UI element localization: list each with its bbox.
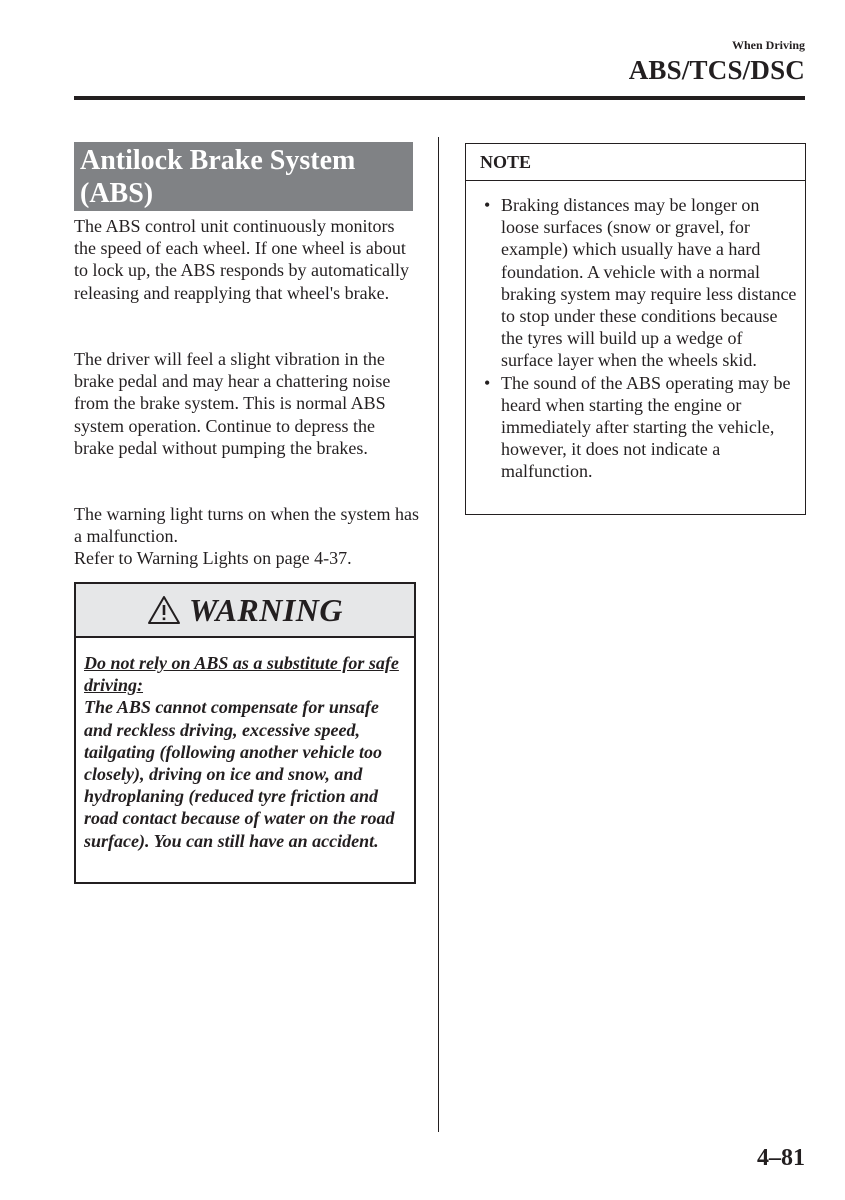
note-list (466, 181, 805, 483)
warning-text: The ABS cannot compensate for unsafe and reckless driving, excessive speed, tailgating (following another vehicle too closely), driving on ice and snow, and hydroplaning (reduced tyre friction and road contact because of water on the road surface). You can still have an accident. (84, 697, 395, 851)
bullet-icon: • (484, 372, 491, 393)
paragraph-abs-control-unit: The ABS control unit continuously monitors the speed of each wheel. If one wheel is about to lock up, the ABS responds by automatically releasing and reapplying that wheel's brake. (74, 216, 409, 303)
header-rule (74, 96, 805, 100)
warning-body (76, 638, 414, 852)
warning-label: WARNING (188, 591, 344, 628)
header-section-label: When Driving (731, 38, 805, 52)
paragraph-warning-light: The warning light turns on when the system has a malfunction. (74, 504, 419, 547)
bullet-icon: • (484, 195, 491, 215)
note-item-text: The sound of the ABS operating may be heard when starting the engine or immediately after starting the vehicle, however, it does not indicate a malfunction. (501, 372, 791, 482)
note-box (465, 143, 806, 515)
header-title: ABS/TCS/DSC (628, 55, 805, 85)
note-header: NOTE (466, 144, 805, 181)
paragraph-refer-link: Refer to Warning Lights on page 4-37. (74, 548, 352, 568)
warning-header (76, 584, 414, 638)
column-divider (438, 137, 439, 1132)
note-item-text: Braking distances may be longer on loose surfaces (snow or gravel, for example) which usually have a hard foundation. A vehicle with a normal braking system may require less distance to stop under these conditions because the tyres will build up a wedge of surface layer when the wheels skid. (501, 195, 797, 371)
section-heading (74, 142, 413, 211)
note-item (480, 372, 797, 483)
warning-box (74, 582, 416, 884)
warning-triangle-icon (147, 595, 181, 625)
paragraph-vibration: The driver will feel a slight vibration in the brake pedal and may hear a chattering noise from the brake system. This is normal ABS system operation. Continue to depress the brake pedal without pumping the brakes. (74, 349, 391, 458)
page-number: 4–81 (757, 1145, 805, 1171)
section-heading-line-2: (ABS) (80, 178, 154, 209)
note-item (480, 194, 797, 372)
warning-subheading: Do not rely on ABS as a substitute for safe driving: (84, 653, 399, 696)
section-heading-line-1: Antilock Brake System (80, 145, 356, 176)
